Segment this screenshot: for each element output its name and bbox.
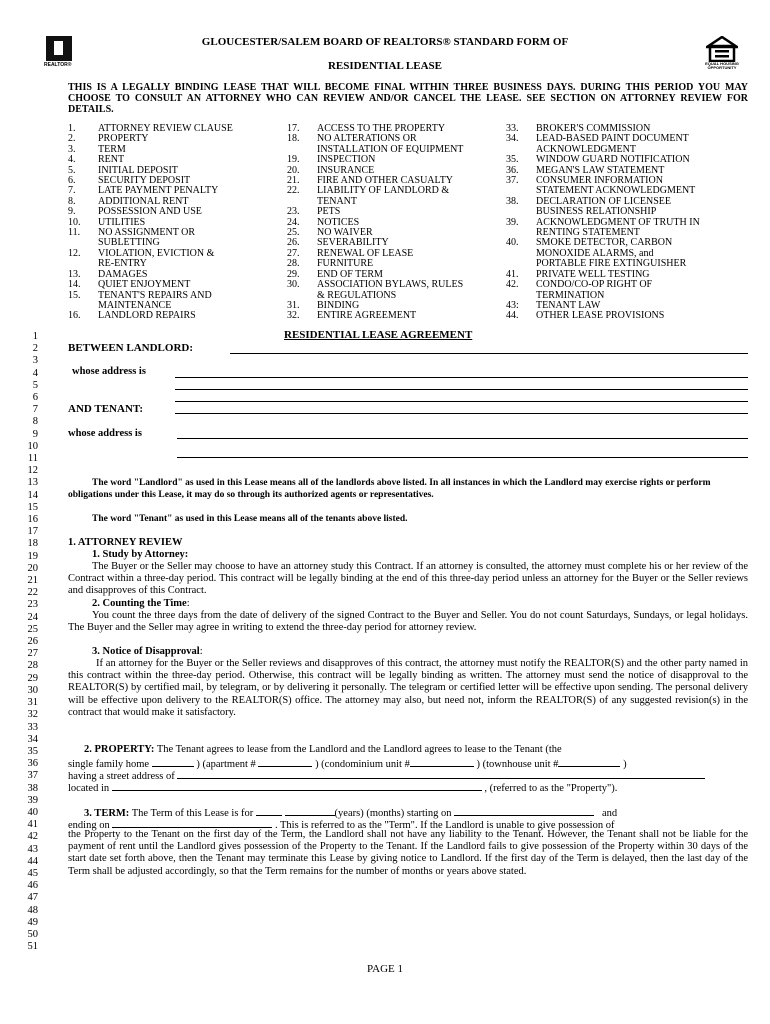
toc-item-number: 3. xyxy=(68,143,76,155)
term-unit-field[interactable] xyxy=(285,805,335,816)
toc-column-3 xyxy=(506,124,700,322)
line-numbers xyxy=(26,331,38,953)
line-number: 14 xyxy=(27,489,38,501)
toc-item-label: MONOXIDE ALARMS, and xyxy=(536,247,654,259)
line-number: 10 xyxy=(27,440,38,452)
binding-notice: THIS IS A LEGALLY BINDING LEASE THAT WILL BECOME FINAL WITHIN THREE BUSINESS DAYS. DURING THIS PERIOD YOU MAY CHOOSE TO CONSULT AN ATTORNEY WHO CAN REVIEW AND/OR CANCEL THE LEASE. SEE SECTION ON ATTORNEY REVIEW FOR DETAILS. xyxy=(68,82,748,115)
tenant-definition: The word "Tenant" as used in this Lease means all of the tenants above listed. xyxy=(92,514,408,524)
toc-item-label: SMOKE DETECTOR, CARBON xyxy=(536,237,673,249)
toc-item xyxy=(68,311,233,321)
toc-item-number: 6. xyxy=(68,175,76,187)
toc-item-number: 12. xyxy=(68,247,81,259)
section-3-text: the Property to the Tenant on the first day of the Term, the Landlord shall not have any liability to the Tenant. However, the Tenant shall not be liable for the payment of rent until the Landlord gives possession of the Property to the Tenant. If the Landlord fails to give possession of the Property within 30 days of the start date set forth above, then the Tenant may terminate this Lease by giving notice to Landlord. If the first day of the Term is delayed, then the last day of the Term shall be adjusted accordingly, so that the Term remains for the number of months or years above stated. xyxy=(68,829,748,877)
toc-item-label: QUIET ENJOYMENT xyxy=(98,279,191,291)
toc-item-number: 38. xyxy=(506,195,519,207)
tenant-address-field-2[interactable] xyxy=(177,457,748,458)
toc-item xyxy=(68,124,233,134)
toc-item-number: 2. xyxy=(68,133,76,145)
toc-item xyxy=(68,207,233,217)
toc-item-label: INITIAL DEPOSIT xyxy=(98,164,178,176)
toc-item-label: DAMAGES xyxy=(98,268,148,280)
form-title: GLOUCESTER/SALEM BOARD OF REALTORS® STANDARD FORM OF xyxy=(201,36,569,48)
toc-item-number: 40. xyxy=(506,237,519,249)
landlord-definition: The word "Landlord" as used in this Lease means all of the landlords above listed. In all instances in which the Landlord may exercise rights or perform obligations under this Lease, it may do so through its authorized agents or representatives. xyxy=(68,478,711,501)
toc-item-label: PETS xyxy=(317,206,341,218)
toc-item xyxy=(68,249,233,259)
toc-item-number: 36. xyxy=(506,164,519,176)
line-number: 1 xyxy=(32,331,38,342)
line-number: 20 xyxy=(27,562,38,574)
line-number: 7 xyxy=(32,404,38,416)
line-number: 27 xyxy=(27,648,38,660)
toc-item-label: BUSINESS RELATIONSHIP xyxy=(536,206,657,218)
single-family-field[interactable] xyxy=(152,756,194,767)
toc-item-label: BROKER'S COMMISSION xyxy=(536,123,651,134)
section-1-2-text: You count the three days from the date of delivery of the signed Contract to the Buyer and Seller. You do not count Saturdays, Sundays, or legal holidays. The Buyer and the Seller may agree in writing to extend the three-day period for attorney review. xyxy=(68,610,748,634)
toc-item-number: 9. xyxy=(68,206,76,218)
term-reference: . This is referred to as the "Term". If the Landlord is unable to give possession of xyxy=(274,820,615,831)
apartment-label: ) (apartment # xyxy=(196,759,256,770)
toc-item xyxy=(68,259,233,269)
toc-item-label: RENTING STATEMENT xyxy=(536,227,640,239)
toc-item-label: PORTABLE FIRE EXTINGUISHER xyxy=(536,258,687,270)
term-length-field[interactable] xyxy=(256,805,282,816)
toc-item xyxy=(287,311,463,321)
line-number: 9 xyxy=(32,428,38,440)
toc-item-number: 41. xyxy=(506,268,519,280)
toc-item-label: NO ALTERATIONS OR xyxy=(317,133,417,145)
toc-item-label: ATTORNEY REVIEW CLAUSE xyxy=(98,123,233,134)
section-3-label: 3. TERM: xyxy=(84,808,130,819)
line-number: 35 xyxy=(27,745,38,757)
line-number: 6 xyxy=(32,392,38,404)
toc-item-label: TERM xyxy=(98,143,126,155)
toc-item-label: TERMINATION xyxy=(536,289,605,301)
toc-item-number: 18. xyxy=(287,133,300,145)
toc-item xyxy=(287,280,463,290)
toc-item xyxy=(287,291,463,301)
section-1-2-heading xyxy=(92,598,190,610)
toc-column-1 xyxy=(68,124,233,322)
term-start-label: (years) (months) starting on xyxy=(334,808,452,819)
toc-item-label: MAINTENANCE xyxy=(98,299,172,311)
toc-item-label: LATE PAYMENT PENALTY xyxy=(98,185,219,197)
toc-column-2 xyxy=(287,124,463,322)
line-number: 11 xyxy=(27,453,38,465)
toc-item xyxy=(506,280,700,290)
section-1-2-colon: : xyxy=(186,598,190,609)
line-number: 21 xyxy=(27,575,38,587)
line-number: 15 xyxy=(27,501,38,513)
section-1-3-title: 3. Notice of Disapproval xyxy=(92,646,200,657)
toc-item-label: WINDOW GUARD NOTIFICATION xyxy=(536,154,690,166)
tenant-address-label: whose address is xyxy=(68,428,142,439)
section-1-3-heading xyxy=(92,646,203,658)
toc-item-label: NO WAIVER xyxy=(317,227,373,239)
toc-item-label: INSTALLATION OF EQUIPMENT xyxy=(317,143,464,155)
toc-item-label: ENTIRE AGREEMENT xyxy=(317,310,417,322)
toc-item-number: 42. xyxy=(506,279,519,291)
toc-item-label: CONSUMER INFORMATION xyxy=(536,175,663,187)
toc-item-number: 23. xyxy=(287,206,300,218)
realtor-logo-text: REALTOR® xyxy=(44,62,72,68)
toc-item-number: 17. xyxy=(287,123,300,134)
section-1-heading: 1. ATTORNEY REVIEW xyxy=(68,537,183,548)
toc-item-label: SEVERABILITY xyxy=(317,237,389,249)
toc-item-label: ACCESS TO THE PROPERTY xyxy=(317,123,446,134)
line-number: 38 xyxy=(27,782,38,794)
and-tenant-label: AND TENANT: xyxy=(68,403,144,415)
toc-item-label: ADDITIONAL RENT xyxy=(98,195,189,207)
section-1-3-colon: : xyxy=(199,646,203,657)
landlord-name-field[interactable] xyxy=(230,353,748,354)
toc-item-label: & REGULATIONS xyxy=(317,289,397,301)
toc-item-label: NO ASSIGNMENT OR xyxy=(98,227,196,239)
line-number: 29 xyxy=(27,672,38,684)
toc-item-label: ACKNOWLEDGMENT OF TRUTH IN xyxy=(536,216,700,228)
line-number: 30 xyxy=(27,684,38,696)
toc-item xyxy=(68,145,233,155)
toc-item-label: FURNITURE xyxy=(317,258,374,270)
line-number: 32 xyxy=(27,709,38,721)
line-number: 24 xyxy=(27,611,38,623)
toc-item-label: VIOLATION, EVICTION & xyxy=(98,247,215,259)
toc-item-number: 10. xyxy=(68,216,81,228)
toc-item-label: RENT xyxy=(98,154,125,166)
line-number: 37 xyxy=(27,770,38,782)
toc-item-number: 35. xyxy=(506,154,519,166)
toc-item-label: SECURITY DEPOSIT xyxy=(98,175,191,187)
line-number: 19 xyxy=(27,550,38,562)
line-number: 2 xyxy=(32,343,38,355)
toc-item-number: 11. xyxy=(68,227,81,239)
line-number: 8 xyxy=(32,416,38,428)
line-number: 33 xyxy=(27,721,38,733)
form-subtitle: RESIDENTIAL LEASE xyxy=(327,60,443,72)
line-number: 51 xyxy=(27,941,38,953)
toc-item-number: 21. xyxy=(287,175,300,187)
line-number: 39 xyxy=(27,794,38,806)
toc-item-label: PROPERTY xyxy=(98,133,149,145)
line-number: 17 xyxy=(27,526,38,538)
toc-item xyxy=(68,280,233,290)
section-2-label: 2. PROPERTY: xyxy=(84,744,155,755)
toc-item-number: 25. xyxy=(287,227,300,239)
toc-item xyxy=(287,249,463,259)
term-length-label: The Term of this Lease is for xyxy=(131,808,254,819)
section-2-line-4 xyxy=(68,780,748,795)
line-number: 41 xyxy=(27,819,38,831)
toc-item xyxy=(506,311,700,321)
toc-item-number: 33. xyxy=(506,123,519,134)
located-in-field[interactable] xyxy=(112,780,482,791)
toc-item-label: CONDO/CO-OP RIGHT OF xyxy=(536,279,653,291)
section-1-1-text: The Buyer or the Seller may choose to have an attorney study this Contract. If an attorney is consulted, the attorney must complete his or her review of the Contract within a three-day period. This contract will be legally binding at the end of this three-day period unless an attorney for the Buyer or the Seller reviews and disapproves of this Contract. xyxy=(68,561,748,597)
toc-item-label: ASSOCIATION BYLAWS, RULES xyxy=(317,279,464,291)
toc-item-label: SUBLETTING xyxy=(98,237,160,249)
toc-item-number: 28. xyxy=(287,258,300,270)
toc-item-number: 37. xyxy=(506,175,519,187)
landlord-address-field-1[interactable] xyxy=(175,377,748,378)
toc-item xyxy=(287,218,463,228)
line-number: 47 xyxy=(27,892,38,904)
line-number: 13 xyxy=(27,477,38,489)
toc-item-number: 44. xyxy=(506,310,519,322)
toc-item-label: FIRE AND OTHER CASUALTY xyxy=(317,175,454,187)
tenant-name-field-1[interactable] xyxy=(175,401,748,402)
tenant-address-field-1[interactable] xyxy=(177,438,748,439)
line-number: 42 xyxy=(27,831,38,843)
condo-field[interactable] xyxy=(410,756,474,767)
toc-item-number: 43: xyxy=(506,299,519,311)
toc-item-number: 34. xyxy=(506,133,519,145)
toc-item xyxy=(68,134,233,144)
toc-item-label: MEGAN'S LAW STATEMENT xyxy=(536,164,665,176)
line-number: 43 xyxy=(27,843,38,855)
agreement-heading: RESIDENTIAL LEASE AGREEMENT xyxy=(284,329,473,341)
toc-item-number: 4. xyxy=(68,154,76,166)
toc-item-label: STATEMENT ACKNOWLEDGMENT xyxy=(536,185,696,197)
toc-item-label: END OF TERM xyxy=(317,268,383,280)
line-number: 18 xyxy=(27,538,38,550)
single-family-label: single family home xyxy=(68,759,150,770)
toc-item-label: NOTICES xyxy=(317,216,360,228)
toc-item xyxy=(287,197,463,207)
line-number: 25 xyxy=(27,623,38,635)
line-number: 40 xyxy=(27,806,38,818)
line-number: 49 xyxy=(27,916,38,928)
toc-item-number: 20. xyxy=(287,164,300,176)
toc-item-number: 1. xyxy=(68,123,76,134)
line-number: 4 xyxy=(32,367,38,379)
line-number: 45 xyxy=(27,867,38,879)
toc-item xyxy=(287,145,463,155)
toc-item-label: BINDING xyxy=(317,299,360,311)
toc-item-label: LEAD-BASED PAINT DOCUMENT xyxy=(536,133,689,145)
line-number: 44 xyxy=(27,855,38,867)
term-end-field[interactable] xyxy=(112,817,272,828)
line-number: 31 xyxy=(27,697,38,709)
toc-item xyxy=(287,186,463,196)
line-number: 36 xyxy=(27,758,38,770)
toc-item-label: DECLARATION OF LICENSEE xyxy=(536,195,671,207)
line-number: 5 xyxy=(32,379,38,391)
toc-item-label: TENANT LAW xyxy=(536,299,601,311)
section-1-3-text: If an attorney for the Buyer or the Seller reviews and disapproves of this contract, the attorney must notify the REALTOR(S) and the other party named in this contract within the three-day period. Otherwise, this contract will be legally binding as written. The attorney must send the notice of disapproval to the REALTOR(S) by certified mail, by telegram, or by delivering it personally. The telegram or certified letter will be effective upon sending. The personal delivery will be effective upon delivery to the REALTOR(S) office. The attorney may also, but need not, inform the REALTOR(S) of any suggested revision(s) in the contract that would make it satisfactory. xyxy=(68,658,748,718)
toc-item-label: RE-ENTRY xyxy=(98,258,147,270)
toc-item-label: INSURANCE xyxy=(317,164,375,176)
toc-item-label: RENEWAL OF LEASE xyxy=(317,247,414,259)
toc-item-number: 15. xyxy=(68,289,81,301)
toc-item-label: PRIVATE WELL TESTING xyxy=(536,268,650,280)
line-number: 23 xyxy=(27,599,38,611)
toc-item-number: 19. xyxy=(287,154,300,166)
toc-item-number xyxy=(506,249,536,259)
page-number: PAGE 1 xyxy=(367,963,403,975)
section-2-text-1: The Tenant agrees to lease from the Landlord and the Landlord agrees to lease to the Tenant (the xyxy=(156,744,562,755)
toc-item-label: OTHER LEASE PROVISIONS xyxy=(536,310,665,322)
property-reference: , (referred to as the "Property"). xyxy=(484,783,618,794)
toc-item-number: 5. xyxy=(68,164,76,176)
toc-item-number: 26. xyxy=(287,237,300,249)
line-number: 3 xyxy=(32,355,38,367)
toc-item-number: 14. xyxy=(68,279,81,291)
street-address-field[interactable] xyxy=(177,768,705,779)
landlord-address-label: whose address is xyxy=(72,366,146,377)
section-1-1-heading: 1. Study by Attorney: xyxy=(92,549,189,560)
apartment-field[interactable] xyxy=(258,756,312,767)
line-number: 22 xyxy=(27,587,38,599)
line-number: 46 xyxy=(27,880,38,892)
street-address-label: having a street address of xyxy=(68,771,175,782)
toc-item-number: 8. xyxy=(68,195,76,207)
toc-item-label: ACKNOWLEDGMENT xyxy=(536,143,636,155)
toc-item-label: LANDLORD REPAIRS xyxy=(98,310,196,322)
toc-item-label: TENANT'S REPAIRS AND xyxy=(98,289,212,301)
between-landlord-label: BETWEEN LANDLORD: xyxy=(68,342,193,354)
line-number: 28 xyxy=(27,660,38,672)
line-number: 12 xyxy=(27,465,38,477)
toc-item-label: INSPECTION xyxy=(317,154,376,166)
term-start-field[interactable] xyxy=(454,805,594,816)
toc-item xyxy=(287,207,463,217)
line-number: 50 xyxy=(27,928,38,940)
toc-item-number: 32. xyxy=(287,310,300,322)
tenant-name-field-2[interactable] xyxy=(175,413,748,414)
toc-item-label: TENANT xyxy=(317,195,357,207)
term-end-label: ending on xyxy=(68,820,110,831)
townhouse-field[interactable] xyxy=(558,756,620,767)
townhouse-close: ) xyxy=(623,759,627,770)
line-number: 48 xyxy=(27,904,38,916)
toc-item-label: POSSESSION AND USE xyxy=(98,206,202,218)
townhouse-label: ) (townhouse unit # xyxy=(476,759,559,770)
toc-item xyxy=(287,155,463,165)
line-number: 26 xyxy=(27,636,38,648)
toc-item-number: 27. xyxy=(287,247,300,259)
toc-item-number: 30. xyxy=(287,279,300,291)
toc-item-label: LIABILITY OF LANDLORD & xyxy=(317,185,450,197)
toc-item-number: 22. xyxy=(287,185,300,197)
condo-label: ) (condominium unit # xyxy=(315,759,410,770)
toc-item-number: 7. xyxy=(68,185,76,197)
toc-item-number: 39. xyxy=(506,216,519,228)
term-and: and xyxy=(601,808,618,819)
toc-item-number: 16. xyxy=(68,310,81,322)
section-1-2-title: 2. Counting the Time xyxy=(92,598,187,609)
equal-housing-text: EQUAL HOUSING OPPORTUNITY xyxy=(705,61,739,70)
line-number: 34 xyxy=(27,733,38,745)
toc-item-number: 31. xyxy=(287,299,300,311)
toc-item-number: 13. xyxy=(68,268,81,280)
toc-item-label: UTILITIES xyxy=(98,216,146,228)
toc-item-number: 24. xyxy=(287,216,300,228)
line-number: 16 xyxy=(27,514,38,526)
section-2-line-1 xyxy=(68,744,748,756)
landlord-address-field-2[interactable] xyxy=(175,389,748,390)
located-in-label: located in xyxy=(68,783,110,794)
toc-item-number: 29. xyxy=(287,268,300,280)
